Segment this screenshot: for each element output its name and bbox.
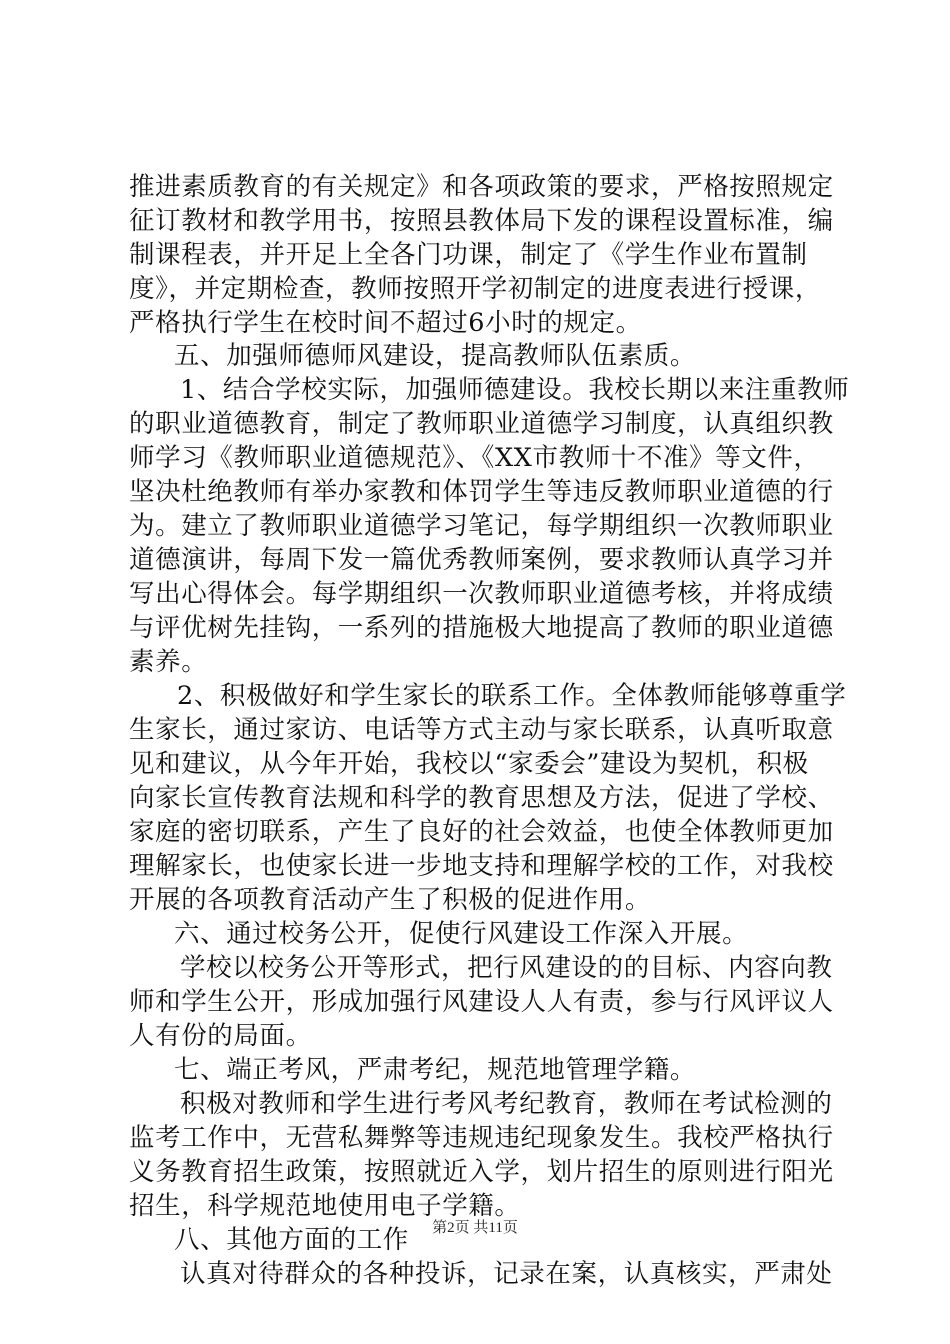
text-line: 师学习《教师职业道德规范》、《XX市教师十不准》等文件， [129, 443, 820, 473]
paragraph-start: 学校以校务公开等形式，把行风建设的的目标、内容向教 [180, 953, 833, 983]
text-line: 坚决杜绝教师有举办家教和体罚学生等违反教师职业道德的行 [129, 477, 834, 507]
text-line: 推进素质教育的有关规定》和各项政策的要求，严格按照规定 [129, 172, 834, 202]
text-line: 制课程表，并开足上全各门功课，制定了《学生作业布置制 [129, 240, 808, 270]
page-footer: 第2页 共11页 [432, 1220, 518, 1236]
paragraph-start: 1、结合学校实际，加强师德建设。我校长期以来注重教师 [180, 375, 850, 405]
text-line: 素养。 [129, 647, 208, 677]
paragraph-start: 认真对待群众的各种投诉，记录在案，认真核实，严肃处 [180, 1259, 833, 1289]
text-line: 写出心得体会。每学期组织一次教师职业道德考核，并将成绩 [129, 579, 834, 609]
text-line: 理解家长，也使家长进一步地支持和理解学校的工作，对我校 [129, 851, 834, 881]
section-heading: 七、端正考风，严肃考纪，规范地管理学籍。 [174, 1055, 697, 1085]
text-line: 家庭的密切联系，产生了良好的社会效益，也使全体教师更加 [129, 817, 834, 847]
text-line: 见和建议，从今年开始，我校以“家委会”建设为契机，积极 [129, 749, 809, 779]
paragraph-start: 2、积极做好和学生家长的联系工作。全体教师能够尊重学 [177, 681, 847, 711]
text-line: 向家长宣传教育法规和科学的教育思想及方法，促进了学校、 [129, 783, 834, 813]
text-line: 义务教育招生政策，按照就近入学，划片招生的原则进行阳光 [129, 1157, 834, 1187]
text-line: 生家长，通过家访、电话等方式主动与家长联系，认真听取意 [129, 715, 834, 745]
text-line: 与评优树先挂钩，一系列的措施极大地提高了教师的职业道德 [129, 613, 834, 643]
text-line: 为。建立了教师职业道德学习笔记，每学期组织一次教师职业 [129, 511, 834, 541]
text-line: 道德演讲，每周下发一篇优秀教师案例，要求教师认真学习并 [129, 545, 834, 575]
section-heading: 五、加强师德师风建设，提高教师队伍素质。 [174, 341, 697, 371]
text-line: 开展的各项教育活动产生了积极的促进作用。 [129, 885, 652, 915]
section-heading: 六、通过校务公开，促使行风建设工作深入开展。 [174, 919, 749, 949]
section-heading: 八、其他方面的工作 [174, 1225, 409, 1255]
paragraph-start: 积极对教师和学生进行考风考纪教育，教师在考试检测的 [180, 1089, 833, 1119]
text-line: 严格执行学生在校时间不超过6小时的规定。 [129, 308, 642, 338]
text-line: 师和学生公开，形成加强行风建设人人有责，参与行风评议人 [129, 987, 834, 1017]
text-line: 的职业道德教育，制定了教师职业道德学习制度，认真组织教 [129, 409, 834, 439]
text-line: 招生，科学规范地使用电子学籍。 [129, 1191, 521, 1221]
text-line: 人有份的局面。 [129, 1021, 312, 1051]
text-line: 监考工作中，无营私舞弊等违规违纪现象发生。我校严格执行 [129, 1123, 834, 1153]
text-line: 征订教材和教学用书，按照县教体局下发的课程设置标准，编 [129, 206, 834, 236]
text-line: 度》，并定期检查，教师按照开学初制定的进度表进行授课， [129, 274, 821, 304]
